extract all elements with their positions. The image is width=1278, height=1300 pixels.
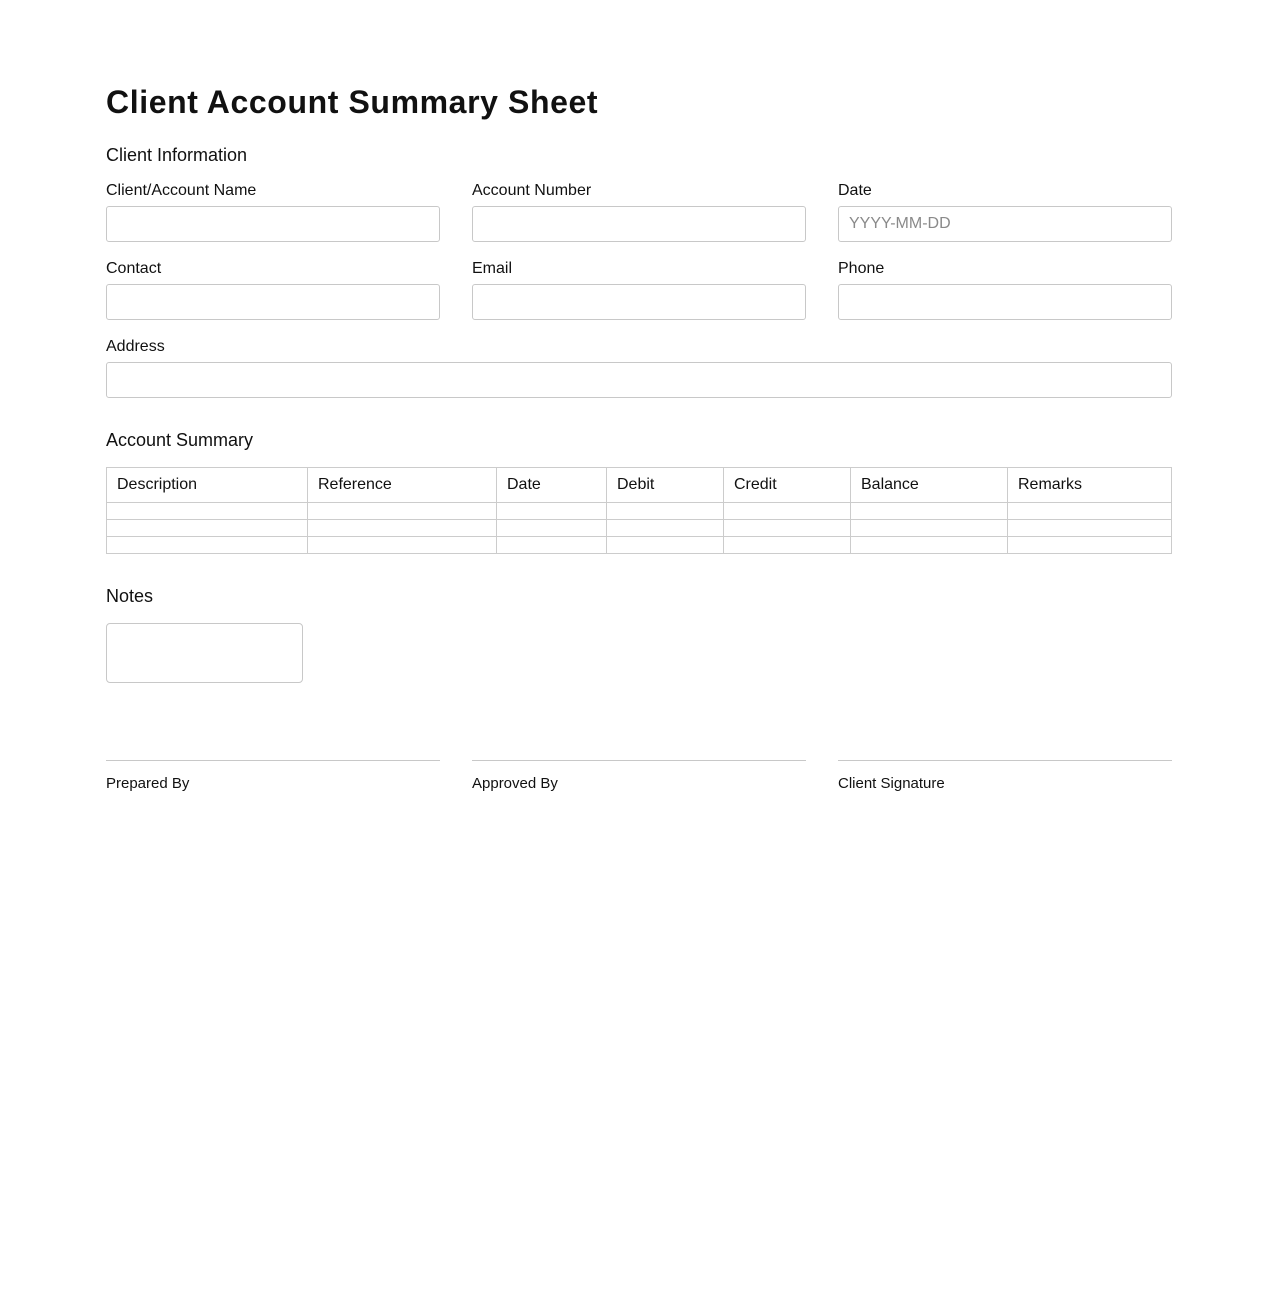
date-input[interactable] bbox=[838, 206, 1172, 242]
phone-label: Phone bbox=[838, 260, 885, 277]
email-input[interactable] bbox=[472, 284, 806, 320]
column-header-credit: Credit bbox=[724, 468, 851, 503]
table-cell[interactable] bbox=[107, 503, 308, 520]
address-input[interactable] bbox=[106, 362, 1172, 398]
client-information-heading: Client Information bbox=[106, 145, 248, 165]
account-number-input[interactable] bbox=[472, 206, 806, 242]
table-cell[interactable] bbox=[607, 537, 724, 554]
contact-label: Contact bbox=[106, 260, 162, 277]
column-header-reference: Reference bbox=[308, 468, 497, 503]
client-signature-label: Client Signature bbox=[838, 775, 945, 792]
table-cell[interactable] bbox=[607, 520, 724, 537]
table-cell[interactable] bbox=[607, 503, 724, 520]
table-cell[interactable] bbox=[724, 503, 851, 520]
address-label: Address bbox=[106, 338, 165, 355]
table-row bbox=[107, 503, 1172, 520]
table-cell[interactable] bbox=[308, 520, 497, 537]
approved-by-signature-line bbox=[472, 760, 806, 761]
column-header-description: Description bbox=[107, 468, 308, 503]
table-row bbox=[107, 537, 1172, 554]
table-cell[interactable] bbox=[851, 537, 1008, 554]
column-header-debit: Debit bbox=[607, 468, 724, 503]
column-header-date: Date bbox=[497, 468, 607, 503]
approved-by-label: Approved By bbox=[472, 775, 558, 792]
account-summary-table bbox=[106, 467, 1172, 554]
date-label: Date bbox=[838, 182, 872, 199]
table-cell[interactable] bbox=[1008, 503, 1172, 520]
table-cell[interactable] bbox=[1008, 520, 1172, 537]
email-label: Email bbox=[472, 260, 513, 277]
table-cell[interactable] bbox=[497, 503, 607, 520]
notes-heading: Notes bbox=[106, 586, 154, 606]
table-cell[interactable] bbox=[497, 520, 607, 537]
prepared-by-signature-line bbox=[106, 760, 440, 761]
table-cell[interactable] bbox=[107, 520, 308, 537]
notes-textarea[interactable] bbox=[106, 623, 303, 683]
prepared-by-label: Prepared By bbox=[106, 775, 190, 792]
table-cell[interactable] bbox=[724, 537, 851, 554]
table-cell[interactable] bbox=[497, 537, 607, 554]
client-account-name-input[interactable] bbox=[106, 206, 440, 242]
client-signature-line bbox=[838, 760, 1172, 761]
table-cell[interactable] bbox=[851, 520, 1008, 537]
column-header-balance: Balance bbox=[851, 468, 1008, 503]
table-header-row bbox=[107, 468, 1172, 503]
table-cell[interactable] bbox=[1008, 537, 1172, 554]
table-row bbox=[107, 520, 1172, 537]
table-cell[interactable] bbox=[724, 520, 851, 537]
account-number-label: Account Number bbox=[472, 182, 592, 199]
page-title: Client Account Summary Sheet bbox=[106, 84, 599, 120]
contact-input[interactable] bbox=[106, 284, 440, 320]
table-cell[interactable] bbox=[308, 503, 497, 520]
table-cell[interactable] bbox=[107, 537, 308, 554]
account-summary-heading: Account Summary bbox=[106, 430, 254, 450]
phone-input[interactable] bbox=[838, 284, 1172, 320]
table-cell[interactable] bbox=[851, 503, 1008, 520]
column-header-remarks: Remarks bbox=[1008, 468, 1172, 503]
table-cell[interactable] bbox=[308, 537, 497, 554]
client-account-name-label: Client/Account Name bbox=[106, 182, 257, 199]
